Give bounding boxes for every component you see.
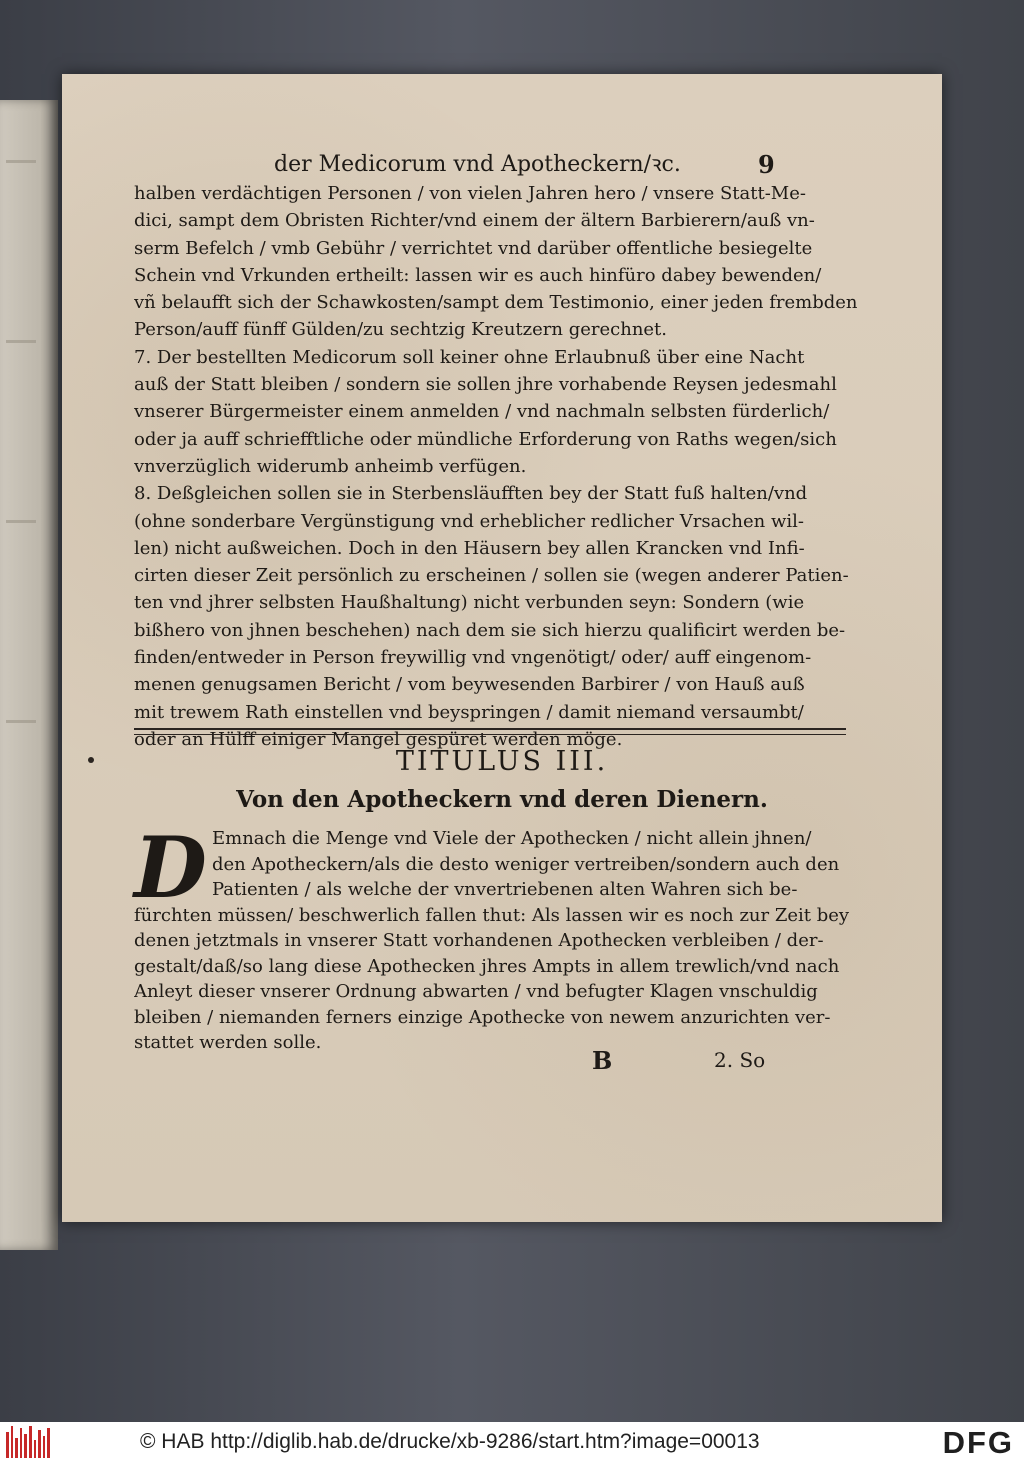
text-line: 7. Der bestellten Medicorum soll keiner ohne Erlaubnuß über eine Nacht <box>134 346 805 368</box>
text-line: len) nicht außweichen. Doch in den Häusern bey allen Krancken vnd Infi- <box>134 537 805 559</box>
book-page <box>62 74 942 1222</box>
text-line: gestalt/daß/so lang diese Apothecken jhres Ampts in allem trewlich/vnd nach <box>134 955 840 977</box>
text-line: bißhero von jhnen beschehen) nach dem sie sich hierzu qualificirt werden be- <box>134 619 846 641</box>
text-line: (ohne sonderbare Vergünstigung vnd erheblicher redlicher Vrsachen wil- <box>134 510 804 532</box>
text-line: Schein vnd Vrkunden ertheilt: lassen wir es auch hinfüro dabey bewenden/ <box>134 264 822 286</box>
section-divider <box>134 728 846 735</box>
dfg-logo: DFG <box>942 1425 1014 1460</box>
running-head: der Medicorum vnd Apotheckern/ꝛc. <box>274 152 681 177</box>
text-line: vñ belaufft sich der Schawkosten/sampt dem Testimonio, einer jeden frembden <box>134 292 858 314</box>
footer-bar <box>0 1422 1024 1462</box>
text-line: halben verdächtigen Personen / von vielen Jahren hero / vnsere Statt-Me- <box>134 183 806 204</box>
text-line: oder ja auff schriefftliche oder mündliche Erforderung von Raths wegen/sich <box>134 428 837 450</box>
previous-page-edge <box>0 100 58 1250</box>
text-line: Patienten / als welche der vnvertriebenen alten Wahren sich be- <box>212 879 798 900</box>
copyright-link[interactable]: © HAB http://diglib.hab.de/drucke/xb-9286/start.htm?image=00013 <box>140 1430 760 1453</box>
text-line: serm Befelch / vmb Gebühr / verrichtet vnd darüber offentliche besiegelte <box>134 237 813 259</box>
text-line: menen genugsamen Bericht / vom beywesenden Barbirer / von Hauß auß <box>134 674 805 696</box>
text-line: vnserer Bürgermeister einem anmelden / vnd nachmaln selbsten fürderlich/ <box>134 401 830 423</box>
text-line: mit trewem Rath einstellen vnd beyspringen / damit niemand versaumbt/ <box>134 701 804 723</box>
text-line: denen jetztmals in vnserer Statt vorhandenen Apothecken verbleiben / der- <box>134 930 824 951</box>
text-line: Emnach die Menge vnd Viele der Apothecken / nicht allein jhnen/ <box>212 828 812 849</box>
catchword: 2. So <box>714 1048 766 1072</box>
text-line: fürchten müssen/ beschwerlich fallen thut: Als lassen wir es noch zur Zeit bey <box>134 904 850 926</box>
signature-mark: B <box>592 1046 613 1075</box>
text-line: auß der Statt bleiben / sondern sie sollen jhre vorhabende Reysen jedesmahl <box>134 374 837 396</box>
section-title: TITULUS III. <box>395 746 609 777</box>
page-number: 9 <box>758 150 775 179</box>
text-line: bleiben / niemanden ferners einzige Apothecke von newem anzurichten ver- <box>134 1006 831 1028</box>
text-line: oder an Hülff einiger Mangel gespüret werden möge. <box>134 728 623 750</box>
text-line: stattet werden solle. <box>134 1032 322 1053</box>
text-line: den Apotheckern/als die desto weniger vertreiben/sondern auch den <box>212 853 840 875</box>
hab-logo-icon <box>6 1426 50 1458</box>
text-line: vnverzüglich widerumb anheimb verfügen. <box>134 455 527 477</box>
text-line: dici, sampt dem Obristen Richter/vnd einem der ältern Barbierern/auß vn- <box>134 210 815 232</box>
section-subtitle: Von den Apotheckern vnd deren Dienern. <box>236 786 768 813</box>
section-text <box>134 818 864 1056</box>
text-line: 8. Deßgleichen sollen sie in Sterbensläufften bey der Statt fuß halten/vnd <box>134 483 808 505</box>
text-line: Anleyt dieser vnserer Ordnung abwarten / vnd befugter Klagen vnschuldig <box>134 981 818 1002</box>
text-line: finden/entweder in Person freywillig vnd vngenötigt/ oder/ auff eingenom- <box>134 647 812 669</box>
text-line: Person/auff fünff Gülden/zu sechtzig Kreutzern gerechnet. <box>134 319 668 341</box>
drop-cap: D <box>134 818 207 917</box>
body-text <box>134 180 864 753</box>
text-line: ten vnd jhrer selbsten Haußhaltung) nicht verbunden seyn: Sondern (wie <box>134 592 805 614</box>
text-line: cirten dieser Zeit persönlich zu erscheinen / sollen sie (wegen anderer Patien- <box>134 565 849 587</box>
